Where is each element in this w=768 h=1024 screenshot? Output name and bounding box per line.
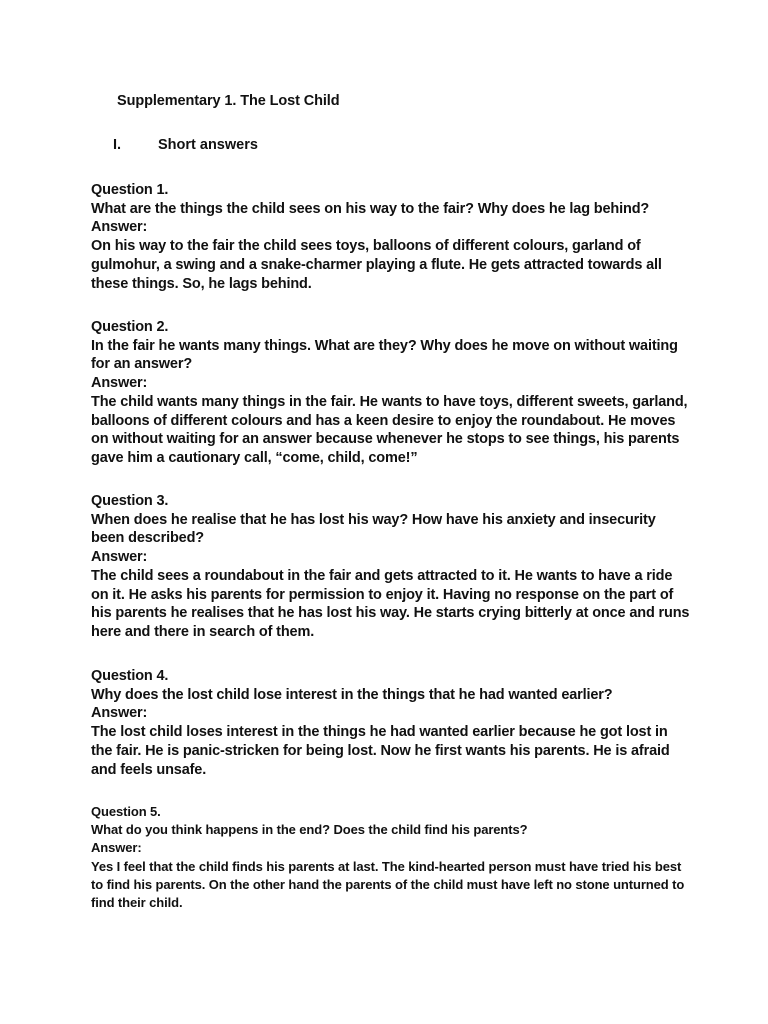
- answer-label: Answer:: [91, 219, 148, 236]
- question-text: In the fair he wants many things. What are they? Why does he move on without waiting for an answer?: [91, 337, 678, 373]
- question-block-5: [91, 803, 691, 912]
- answer-label: Answer:: [91, 375, 148, 392]
- answer-label: Answer:: [91, 705, 148, 722]
- answer-text: Yes I feel that the child finds his parents at last. The kind-hearted person must have tried his best to find his parents. On the other hand the parents of the child must have left no stone unturned to find their child.: [91, 858, 685, 911]
- answer-label: Answer:: [91, 549, 148, 566]
- question-label: Question 1.: [91, 182, 169, 198]
- answer-text: The child sees a roundabout in the fair and gets attracted to it. He wants to have a ride on it. He asks his parents for permission to enjoy it. Having no response on the part of his parents he realises that he has lost his way. He starts crying bitterly at once and runs here and there in search of them.: [91, 567, 690, 640]
- question-text: Why does the lost child lose interest in the things that he had wanted earlier?: [91, 686, 613, 703]
- question-block-3: [91, 492, 691, 642]
- question-label: Question 2.: [91, 319, 169, 335]
- answer-text: The lost child loses interest in the things he had wanted earlier because he got lost in the fair. He is panic-stricken for being lost. Now he first wants his parents. He is afraid and feels unsafe.: [91, 724, 670, 778]
- question-text: What do you think happens in the end? Does the child find his parents?: [91, 822, 528, 838]
- answer-text: On his way to the fair the child sees toys, balloons of different colours, garland of gulmohur, a swing and a snake-charmer playing a flute. He gets attracted towards all these things. So, he lags behind.: [91, 238, 662, 292]
- section-number: I.: [113, 137, 122, 153]
- question-text: When does he realise that he has lost his way? How have his anxiety and insecurity been described?: [91, 511, 656, 547]
- section-name: Short answers: [158, 137, 258, 153]
- question-label: Question 3.: [91, 493, 169, 509]
- question-block-2: [91, 318, 691, 468]
- question-label: Question 4.: [91, 668, 169, 684]
- question-block-1: [91, 181, 691, 293]
- document-title: Supplementary 1. The Lost Child: [117, 93, 340, 109]
- answer-label: Answer:: [91, 840, 142, 856]
- answer-text: The child wants many things in the fair. He wants to have toys, different sweets, garland, balloons of different colours and has a keen desire to enjoy the roundabout. He moves on without waiting for an answer because whenever he stops to see things, his parents gave him a cautionary call, “come, child, come!”: [91, 393, 688, 466]
- question-text: What are the things the child sees on his way to the fair? Why does he lag behind?: [91, 200, 650, 217]
- question-block-4: [91, 667, 691, 779]
- question-label: Question 5.: [91, 804, 161, 819]
